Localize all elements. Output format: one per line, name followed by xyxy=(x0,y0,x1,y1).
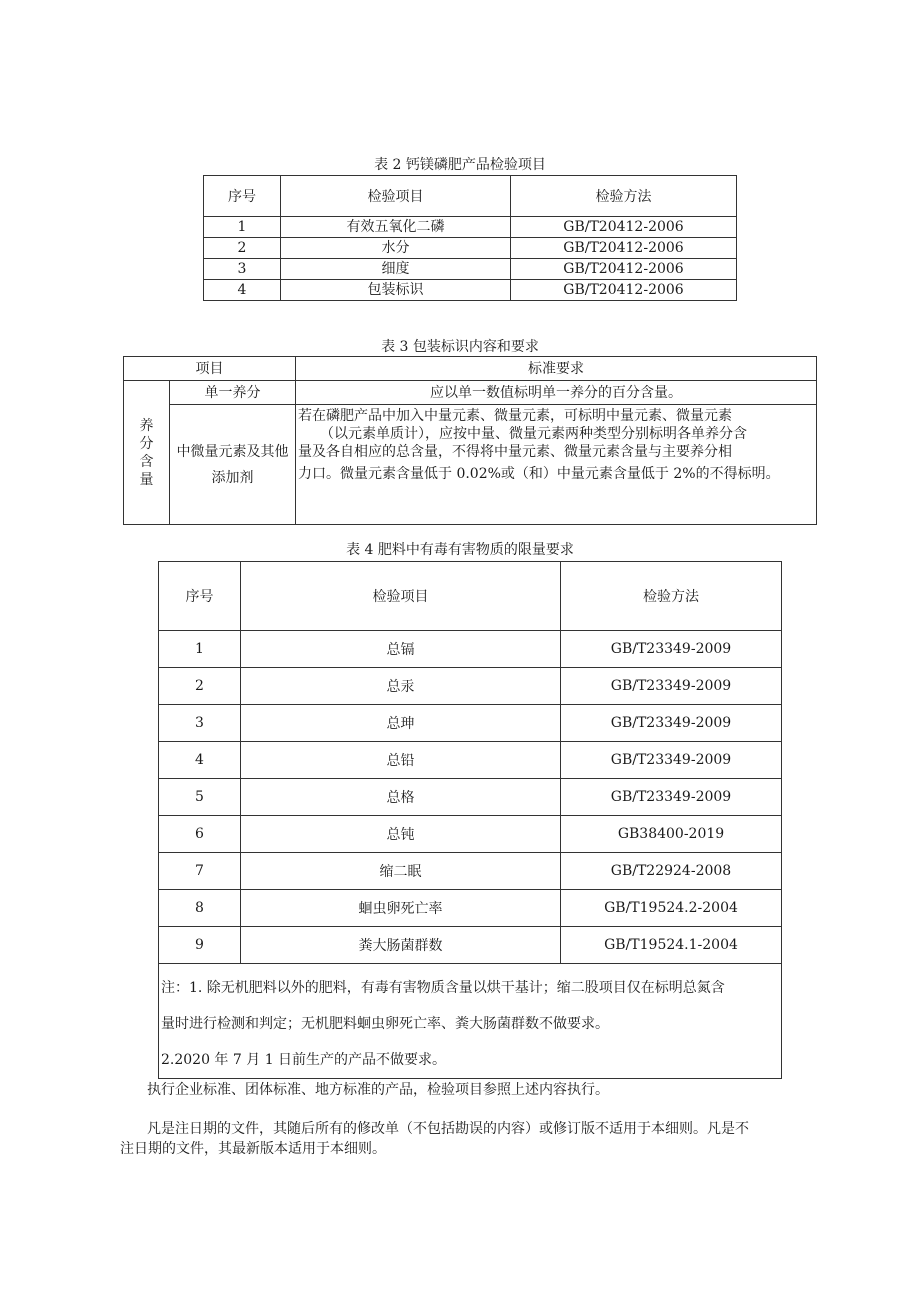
header-seq: 序号 xyxy=(204,176,281,217)
cell-method: GB/T20412-2006 xyxy=(511,259,737,280)
table-row xyxy=(204,217,737,238)
cell-item: 总铅 xyxy=(241,742,561,779)
cell-seq: 3 xyxy=(204,259,281,280)
table-note xyxy=(159,964,782,1079)
cell-method: GB/T19524.1-2004 xyxy=(561,927,782,964)
table-note-row xyxy=(159,964,782,1079)
cell-requirement: 应以单一数值标明单一养分的百分含量。 xyxy=(296,381,817,405)
cell-item: 细度 xyxy=(281,259,511,280)
header-item: 检验项目 xyxy=(241,562,561,631)
cell-item: 单一养分 xyxy=(170,381,296,405)
cell-seq: 8 xyxy=(159,890,241,927)
group-label-char: 分 xyxy=(139,435,154,452)
cell-seq: 4 xyxy=(159,742,241,779)
table-row xyxy=(159,668,782,705)
note-line: 注：1. 除无机肥料以外的肥料，有毒有害物质含量以烘干基计；缩二股项目仅在标明总氮含 xyxy=(161,980,725,996)
header-item: 项目 xyxy=(124,357,296,381)
table-header-row xyxy=(159,562,782,631)
cell-item: 总汞 xyxy=(241,668,561,705)
note-line: 量时进行检测和判定；无机肥料蛔虫卵死亡率、粪大肠菌群数不做要求。 xyxy=(161,1016,609,1032)
header-item: 检验项目 xyxy=(281,176,511,217)
cell-seq: 2 xyxy=(159,668,241,705)
requirement-line: （以元素单质计），应按中量、微量元素两种类型分别标明各单养分含 xyxy=(320,426,747,442)
group-label-char: 量 xyxy=(139,471,154,488)
cell-requirement xyxy=(296,405,817,525)
cell-item: 水分 xyxy=(281,238,511,259)
cell-item: 有效五氧化二磷 xyxy=(281,217,511,238)
cell-item: 总钝 xyxy=(241,816,561,853)
cell-method: GB/T22924-2008 xyxy=(561,853,782,890)
cell-item: 总珅 xyxy=(241,705,561,742)
table-row xyxy=(159,631,782,668)
requirement-line: 力口。微量元素含量低于 0.02%或（和）中量元素含量低于 2%的不得标明。 xyxy=(298,466,780,482)
cell-item: 包装标识 xyxy=(281,280,511,301)
cell-seq: 5 xyxy=(159,779,241,816)
table-header-row xyxy=(204,176,737,217)
cell-seq: 3 xyxy=(159,705,241,742)
requirement-line: 若在磷肥产品中加入中量元素、微量元素，可标明中量元素、微量元素 xyxy=(298,408,732,424)
cell-method: GB/T19524.2-2004 xyxy=(561,890,782,927)
table3-caption: 表 3 包装标识内容和要求 xyxy=(381,339,539,355)
cell-method: GB/T23349-2009 xyxy=(561,668,782,705)
cell-method: GB/T23349-2009 xyxy=(561,779,782,816)
group-label-char: 含 xyxy=(139,453,154,470)
cell-seq: 2 xyxy=(204,238,281,259)
cell-item: 粪大肠菌群数 xyxy=(241,927,561,964)
header-requirement: 标准要求 xyxy=(296,357,817,381)
cell-method: GB/T23349-2009 xyxy=(561,742,782,779)
group-label-nutrient-content xyxy=(124,381,170,525)
table-header-row xyxy=(124,357,817,381)
cell-method: GB/T20412-2006 xyxy=(511,238,737,259)
cell-item: 蛔虫卵死亡率 xyxy=(241,890,561,927)
table-row xyxy=(124,381,817,405)
header-seq: 序号 xyxy=(159,562,241,631)
cell-method: GB/T23349-2009 xyxy=(561,631,782,668)
header-method: 检验方法 xyxy=(511,176,737,217)
cell-seq: 4 xyxy=(204,280,281,301)
cell-seq: 9 xyxy=(159,927,241,964)
table-row xyxy=(159,890,782,927)
group-label-char: 养 xyxy=(139,417,154,434)
table-row xyxy=(159,742,782,779)
cell-seq: 1 xyxy=(204,217,281,238)
table4-toxic-substance-limits xyxy=(158,561,782,1079)
table-row xyxy=(159,816,782,853)
table-row xyxy=(124,405,817,525)
cell-method: GB/T20412-2006 xyxy=(511,217,737,238)
table-row xyxy=(204,259,737,280)
cell-method: GB/T23349-2009 xyxy=(561,705,782,742)
cell-method: GB/T20412-2006 xyxy=(511,280,737,301)
paragraph-undated-documents: 注日期的文件，其最新版本适用于本细则。 xyxy=(120,1141,386,1157)
table-row xyxy=(159,927,782,964)
cell-seq: 7 xyxy=(159,853,241,890)
cell-item: 缩二眠 xyxy=(241,853,561,890)
table-row xyxy=(204,238,737,259)
note-line: 2.2020 年 7 月 1 日前生产的产品不做要求。 xyxy=(161,1052,447,1068)
header-method: 检验方法 xyxy=(561,562,782,631)
requirement-line: 量及各自相应的总含量，不得将中量元素、微量元素含量与主要养分相 xyxy=(298,444,732,460)
cell-method: GB38400-2019 xyxy=(561,816,782,853)
table-row xyxy=(159,705,782,742)
table3-package-labeling xyxy=(123,356,817,525)
table2-inspection-items xyxy=(203,175,737,301)
table-row xyxy=(159,853,782,890)
table2-caption: 表 2 钙镁磷肥产品检验项目 xyxy=(374,157,546,173)
table-row xyxy=(204,280,737,301)
cell-item: 总镉 xyxy=(241,631,561,668)
cell-seq: 1 xyxy=(159,631,241,668)
paragraph-enterprise-standards: 执行企业标准、团体标准、地方标准的产品，检验项目参照上述内容执行。 xyxy=(147,1082,609,1098)
cell-item: 总格 xyxy=(241,779,561,816)
cell-seq: 6 xyxy=(159,816,241,853)
table-row xyxy=(159,779,782,816)
paragraph-dated-documents: 凡是注日期的文件，其随后所有的修改单（不包括勘误的内容）或修订版不适用于本细则。凡是不 xyxy=(147,1121,749,1137)
table4-caption: 表 4 肥料中有毒有害物质的限量要求 xyxy=(346,542,574,558)
cell-item: 中微量元素及其他添加剂 xyxy=(170,405,296,525)
